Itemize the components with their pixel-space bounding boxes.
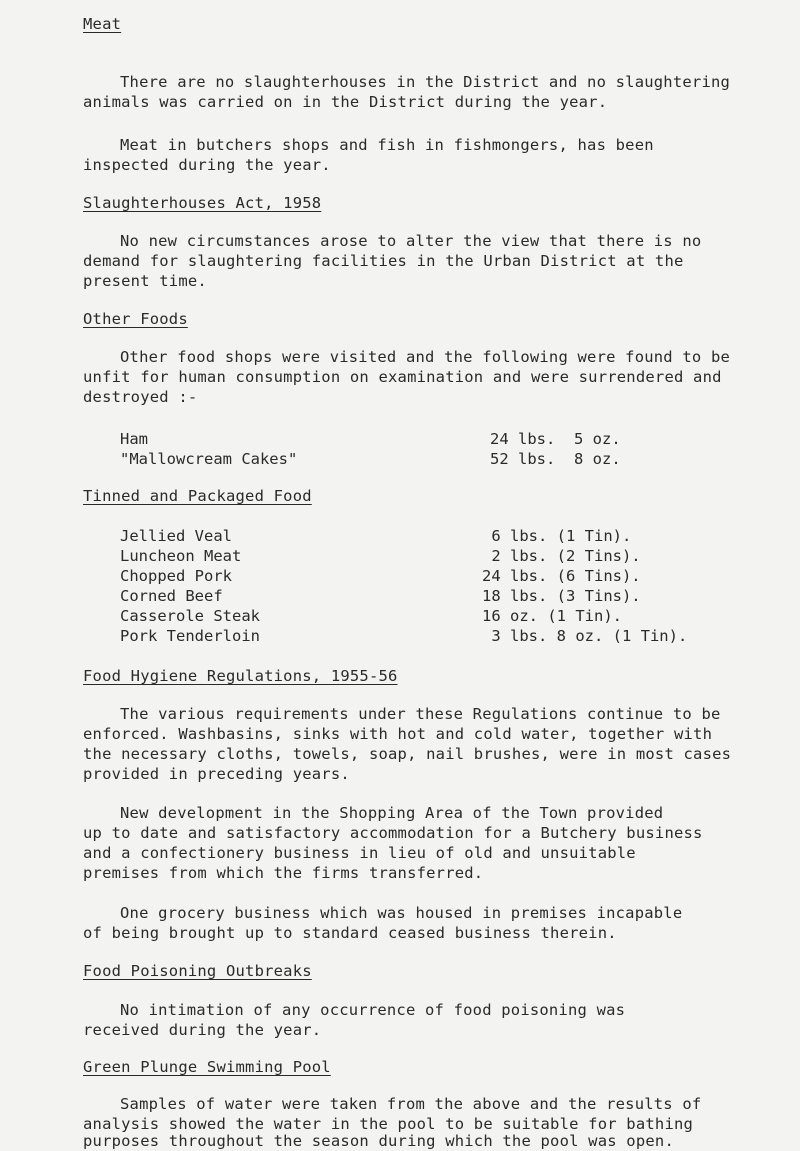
- para-6-line-4: premises from which the firms transferred.: [83, 864, 484, 882]
- heading-food-hygiene: Food Hygiene Regulations, 1955-56: [83, 667, 398, 685]
- heading-food-poisoning: Food Poisoning Outbreaks: [83, 962, 312, 980]
- list-item-name: Jellied Veal: [120, 527, 232, 545]
- list-item-qty: 24 lbs. 5 oz.: [490, 430, 621, 448]
- para-9-line-2: analysis showed the water in the pool to be suitable for bathing: [83, 1115, 694, 1133]
- list-item-qty: 3 lbs. 8 oz. (1 Tin).: [482, 627, 688, 645]
- para-8-line-2: received during the year.: [83, 1021, 322, 1039]
- para-3-line-1: No new circumstances arose to alter the view that there is no: [120, 232, 702, 250]
- para-5-line-2: enforced. Washbasins, sinks with hot and cold water, together with: [83, 725, 713, 743]
- para-1-line-2: animals was carried on in the District during the year.: [83, 93, 608, 111]
- para-7-line-2: of being brought up to standard ceased business therein.: [83, 924, 617, 942]
- para-5-line-3: the necessary cloths, towels, soap, nail brushes, were in most cases: [83, 745, 732, 763]
- para-4-line-1: Other food shops were visited and the following were found to be: [120, 348, 731, 366]
- list-item-name: "Mallowcream Cakes": [120, 450, 298, 468]
- para-3-line-2: demand for slaughtering facilities in the Urban District at the: [83, 252, 684, 270]
- list-item-name: Luncheon Meat: [120, 547, 242, 565]
- list-item-qty: 24 lbs. (6 Tins).: [482, 567, 641, 585]
- list-item-name: Corned Beef: [120, 587, 223, 605]
- heading-swimming-pool: Green Plunge Swimming Pool: [83, 1058, 331, 1076]
- para-6-line-3: and a confectionery business in lieu of old and unsuitable: [83, 844, 636, 862]
- para-6-line-1: New development in the Shopping Area of the Town provided: [120, 804, 664, 822]
- list-item-qty: 18 lbs. (3 Tins).: [482, 587, 641, 605]
- para-8-line-1: No intimation of any occurrence of food poisoning was: [120, 1001, 626, 1019]
- para-2-line-1: Meat in butchers shops and fish in fishmongers, has been: [120, 136, 654, 154]
- heading-other-foods: Other Foods: [83, 310, 188, 328]
- list-item-qty: 16 oz. (1 Tin).: [482, 607, 622, 625]
- para-9-line-1: Samples of water were taken from the above and the results of: [120, 1095, 702, 1113]
- para-5-line-4: provided in preceding years.: [83, 765, 350, 783]
- para-4-line-2: unfit for human consumption on examination and were surrendered and: [83, 368, 722, 386]
- list-item-name: Ham: [120, 430, 148, 448]
- list-item-qty: 2 lbs. (2 Tins).: [482, 547, 641, 565]
- list-item-name: Chopped Pork: [120, 567, 232, 585]
- para-2-line-2: inspected during the year.: [83, 156, 331, 174]
- list-item-name: Pork Tenderloin: [120, 627, 260, 645]
- para-7-line-1: One grocery business which was housed in premises incapable: [120, 904, 683, 922]
- list-item-qty: 6 lbs. (1 Tin).: [482, 527, 632, 545]
- para-4-line-3: destroyed :-: [83, 388, 198, 406]
- para-6-line-2: up to date and satisfactory accommodation for a Butchery business: [83, 824, 703, 842]
- para-1-line-1: There are no slaughterhouses in the District and no slaughtering: [120, 73, 731, 91]
- list-item-qty: 52 lbs. 8 oz.: [490, 450, 621, 468]
- para-3-line-3: present time.: [83, 272, 207, 290]
- list-item-name: Casserole Steak: [120, 607, 260, 625]
- heading-meat: Meat: [83, 15, 122, 33]
- heading-slaughterhouses-act: Slaughterhouses Act, 1958: [83, 194, 322, 212]
- para-5-line-1: The various requirements under these Regulations continue to be: [120, 705, 721, 723]
- heading-tinned-packaged: Tinned and Packaged Food: [83, 487, 312, 505]
- para-9-line-3: purposes throughout the season during which the pool was open.: [83, 1132, 674, 1150]
